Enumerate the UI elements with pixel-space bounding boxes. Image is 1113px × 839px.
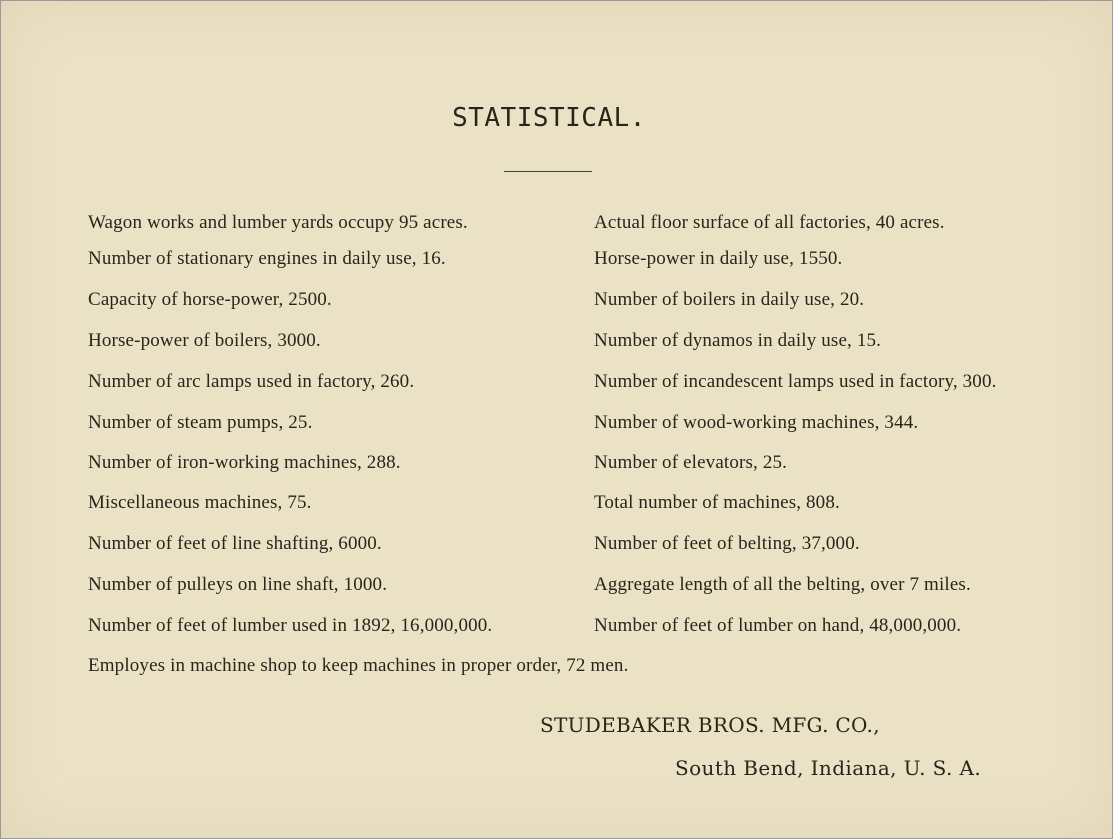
stat-left-7: Number of iron-working machines, 288.	[88, 452, 401, 473]
stat-left-1: Wagon works and lumber yards occupy 95 acres.	[88, 212, 468, 233]
page-title: STATISTICAL.	[452, 103, 646, 133]
stat-full-width: Employes in machine shop to keep machines in proper order, 72 men.	[88, 655, 629, 676]
stat-left-5: Number of arc lamps used in factory, 260.	[88, 371, 415, 392]
stat-right-5: Number of incandescent lamps used in factory, 300.	[594, 371, 997, 392]
stat-left-8: Miscellaneous machines, 75.	[88, 492, 312, 513]
stat-left-4: Horse-power of boilers, 3000.	[88, 330, 321, 351]
stat-right-1: Actual floor surface of all factories, 40 acres.	[594, 212, 945, 233]
signature-location: South Bend, Indiana, U. S. A.	[675, 756, 982, 780]
stat-left-10: Number of pulleys on line shaft, 1000.	[88, 574, 388, 595]
stat-right-9: Number of feet of belting, 37,000.	[594, 533, 860, 554]
stat-right-4: Number of dynamos in daily use, 15.	[594, 330, 882, 351]
stat-right-3: Number of boilers in daily use, 20.	[594, 289, 865, 310]
stat-right-2: Horse-power in daily use, 1550.	[594, 248, 843, 269]
stat-right-11: Number of feet of lumber on hand, 48,000,000.	[594, 615, 962, 636]
stat-right-8: Total number of machines, 808.	[594, 492, 840, 513]
stat-right-6: Number of wood-working machines, 344.	[594, 412, 919, 433]
stat-left-3: Capacity of horse-power, 2500.	[88, 289, 332, 310]
stat-left-2: Number of stationary engines in daily use, 16.	[88, 248, 446, 269]
signature-company: STUDEBAKER BROS. MFG. CO.,	[540, 713, 880, 737]
stat-right-10: Aggregate length of all the belting, over 7 miles.	[594, 574, 971, 595]
title-divider	[504, 171, 592, 172]
stat-left-11: Number of feet of lumber used in 1892, 16,000,000.	[88, 615, 493, 636]
stat-left-9: Number of feet of line shafting, 6000.	[88, 533, 382, 554]
stat-left-6: Number of steam pumps, 25.	[88, 412, 313, 433]
stat-right-7: Number of elevators, 25.	[594, 452, 788, 473]
